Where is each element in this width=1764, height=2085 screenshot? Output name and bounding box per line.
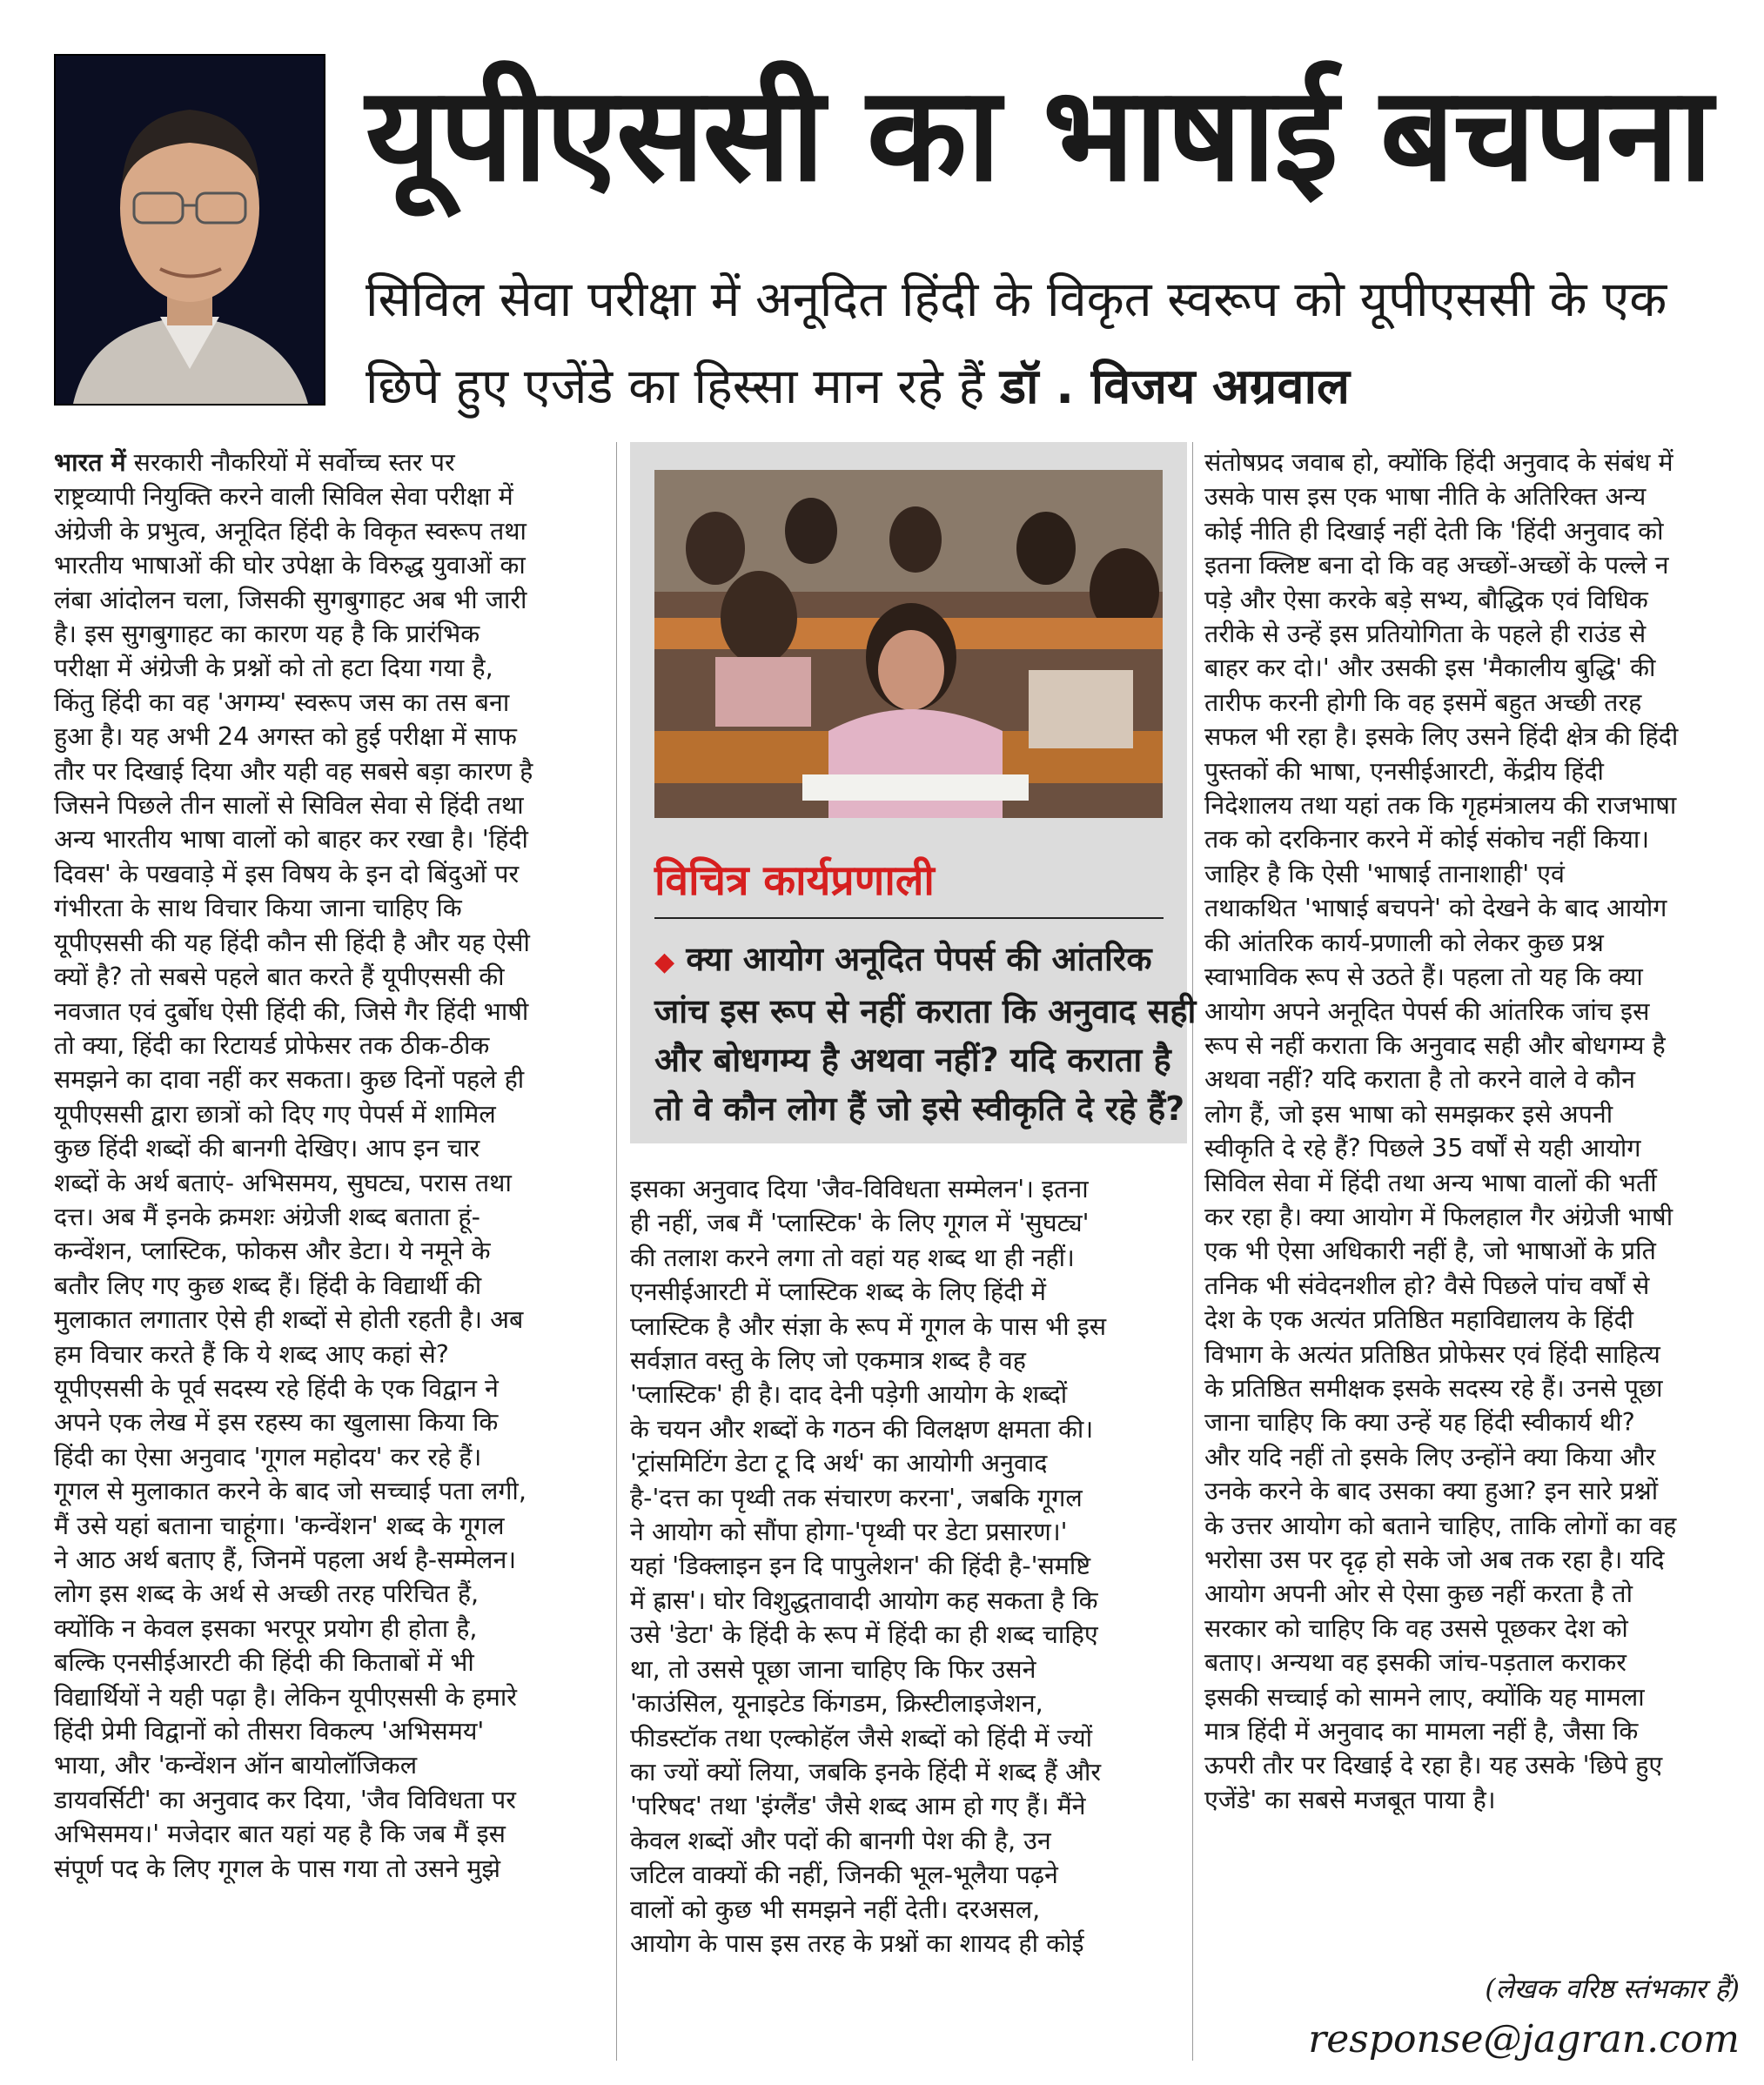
exam-hall-illustration — [654, 470, 1163, 818]
text-line: उसके पास इस एक भाषा नीति के अतिरिक्त अन्य — [1204, 481, 1647, 512]
text-line: का ज्यों क्यों लिया, जबकि इनके हिंदी में शब्द हैं और — [630, 1756, 1102, 1787]
text-line: 'ट्रांसमिटिंग डेटा टू दि अर्थ' का आयोगी अनुवाद — [630, 1448, 1048, 1478]
text-line: इसकी सच्चाई को सामने लाए, क्योंकि यह मामला — [1204, 1681, 1645, 1712]
sidebar-text — [654, 935, 1197, 1133]
text-line: आयोग अपनी ओर से ऐसा कुछ नहीं करता है तो — [1204, 1579, 1633, 1609]
text-line: तो क्या, हिंदी का रिटायर्ड प्रोफेसर तक ठीक-ठीक — [54, 1029, 490, 1060]
text-line: एक भी ऐसा अधिकारी नहीं है, जो भाषाओं के प्रति — [1204, 1236, 1656, 1266]
text-line: प्लास्टिक है और संज्ञा के रूप में गूगल के पास भी इस — [630, 1311, 1107, 1341]
text-line: लोग इस शब्द के अर्थ से अच्छी तरह परिचित हैं, — [54, 1579, 480, 1609]
text-line: लोग हैं, जो इस भाषा को समझकर इसे अपनी — [1204, 1098, 1613, 1129]
sidebar-line-text: और बोधगम्य है अथवा नहीं? यदि कराता है — [654, 1041, 1171, 1079]
text-line: निदेशालय तथा यहां तक कि गृहमंत्रालय की राजभाषा — [1204, 790, 1677, 821]
text-line: मैं उसे यहां बताना चाहूंगा। 'कन्वेंशन' शब्द के गूगल — [54, 1510, 505, 1540]
text-line: दत्त। अब मैं इनके क्रमशः अंग्रेजी शब्द बताता हूं- — [54, 1201, 480, 1231]
text-line: है-'दत्त का पृथ्वी तक संचारण करना', जबकि गूगल — [630, 1482, 1083, 1512]
text-line: बल्कि एनसीईआरटी की हिंदी की किताबों में भी — [54, 1647, 474, 1678]
text-line: 'प्लास्टिक' ही है। दाद देनी पड़ेगी आयोग के शब्दों — [630, 1379, 1068, 1410]
text-line: फीडस्टॉक तथा एल्कोहॅल जैसे शब्दों को हिंदी में ज्यों — [630, 1722, 1093, 1753]
text-line: केवल शब्दों और पदों की बानगी पेश की है, उन — [630, 1825, 1051, 1855]
text-line: की तलाश करने लगा तो वहां यह शब्द था ही नहीं। — [630, 1242, 1075, 1272]
text-line: उसे 'डेटा' के हिंदी के रूप में हिंदी का ही शब्द चाहिए — [630, 1619, 1098, 1650]
text-line: इतना क्लिष्ट बना दो कि वह अच्छों-अच्छों के पल्ले न — [1204, 550, 1669, 580]
text-line: कुछ हिंदी शब्दों की बानगी देखिए। आप इन चार — [54, 1133, 480, 1163]
text-line: गंभीरता के साथ विचार किया जाना चाहिए कि — [54, 893, 462, 923]
text-line: जिसने पिछले तीन सालों से सिविल सेवा से हिंदी तथा — [54, 790, 524, 821]
text-line: किंतु हिंदी का वह 'अगम्य' स्वरूप जस का तस बना — [54, 687, 510, 717]
text-line: हिंदी प्रेमी विद्वानों को तीसरा विकल्प 'अभिसमय' — [54, 1716, 485, 1746]
text-line: यूपीएससी की यह हिंदी कौन सी हिंदी है और यह ऐसी — [54, 927, 530, 957]
text-line: आयोग के पास इस तरह के प्रश्नों का शायद ही कोई — [630, 1927, 1084, 1958]
standfirst — [366, 257, 1741, 431]
text-line: दिवस' के पखवाड़े में इस विषय के इन दो बिंदुओं पर — [54, 858, 520, 888]
sidebar-divider — [654, 917, 1164, 919]
text-line: समझने का दावा नहीं कर सकता। कुछ दिनों पहले ही — [54, 1064, 525, 1095]
article-column-1 — [54, 446, 602, 1886]
article-column-3 — [1204, 446, 1753, 1817]
diamond-bullet-icon: ◆ — [654, 947, 675, 977]
text-line: सिविल सेवा में हिंदी तथा अन्य भाषा वालों की भर्ती — [1204, 1167, 1657, 1197]
column-separator — [616, 442, 617, 2061]
text-line: लंबा आंदोलन चला, जिसकी सुगबुगाहट अब भी जारी — [54, 584, 527, 614]
text-line: और यदि नहीं तो इसके लिए उन्होंने क्या किया और — [1204, 1441, 1656, 1472]
text-line: विभाग के अत्यंत प्रतिष्ठित प्रोफेसर एवं हिंदी साहित्य — [1204, 1338, 1660, 1369]
text-line: बताए। अन्यथा वह इसकी जांच-पड़ताल कराकर — [1204, 1647, 1627, 1678]
text-fragment: सरकारी नौकरियों में सर्वोच्च स्तर पर — [125, 447, 455, 477]
text-line: सरकार को चाहिए कि वह उससे पूछकर देश को — [1204, 1612, 1628, 1643]
text-line: तरीके से उन्हें इस प्रतियोगिता के पहले ही राउंड से — [1204, 619, 1647, 649]
exam-hall-photo — [654, 470, 1163, 818]
text-line: जाना चाहिए कि क्या उन्हें यह हिंदी स्वीकार्य थी? — [1204, 1407, 1635, 1438]
text-line: संपूर्ण पद के लिए गूगल के पास गया तो उसने मुझे — [54, 1853, 501, 1883]
text-line: स्वाभाविक रूप से उठते हैं। पहला तो यह कि क्या — [1204, 962, 1643, 992]
text-line: रूप से नहीं कराता कि अनुवाद सही और बोधगम्य है — [1204, 1029, 1666, 1060]
text-line: इसका अनुवाद दिया 'जैव-विविधता सम्मेलन'। इतना — [630, 1174, 1089, 1203]
text-line: कर रहा है। क्या आयोग में फिलहाल गैर अंग्रेजी भाषी — [1204, 1201, 1673, 1231]
text-line: था, तो उससे पूछा जाना चाहिए कि फिर उसने — [630, 1653, 1036, 1684]
text-line: पुस्तकों की भाषा, एनसीईआरटी, केंद्रीय हिंदी — [1204, 755, 1604, 786]
sidebar-heading: विचित्र कार्यप्रणाली — [654, 856, 935, 905]
text-line: यहां 'डिक्लाइन इन दि पापुलेशन' की हिंदी है-'समष्टि — [630, 1551, 1091, 1581]
text-line: अभिसमय।' मजेदार बात यहां यह है कि जब मैं इस — [54, 1819, 506, 1849]
text-line: कन्वेंशन, प्लास्टिक, फोकस और डेटा। ये नमूने के — [54, 1236, 491, 1266]
text-line: डायवर्सिटी' का अनुवाद कर दिया, 'जैव विविधता पर — [54, 1784, 516, 1814]
text-line: विद्यार्थियों ने यही पढ़ा है। लेकिन यूपीएससी के हमारे — [54, 1681, 517, 1712]
author-photo — [54, 54, 325, 406]
sidebar-line-text: तो वे कौन लोग हैं जो इसे स्वीकृति दे रहे हैं? — [654, 1089, 1185, 1128]
text-line: मुलाकात लगातार ऐसे ही शब्दों से होती रहती है। अब — [54, 1304, 524, 1335]
sidebar-line — [654, 987, 1197, 1036]
text-line: के चयन और शब्दों के गठन की विलक्षण क्षमता की। — [630, 1413, 1094, 1444]
article-column-2 — [630, 1172, 1177, 1961]
text-line: तारीफ करनी होगी कि वह इसमें बहुत अच्छी तरह — [1204, 687, 1642, 717]
text-line: बतौर लिए गए कुछ शब्द हैं। हिंदी के विद्यार्थी की — [54, 1270, 482, 1300]
text-line: राष्ट्रव्यापी नियुक्ति करने वाली सिविल सेवा परीक्षा में — [54, 481, 513, 512]
text-line: तथाकथित 'भाषाई बचपने' को देखने के बाद आयोग — [1204, 893, 1667, 923]
sidebar-line-text: क्या आयोग अनूदित पेपर्स की आंतरिक — [686, 940, 1152, 978]
text-line: भारतीय भाषाओं की घोर उपेक्षा के विरुद्ध युवाओं का — [54, 550, 526, 580]
text-line — [54, 446, 602, 479]
text-line: नवजात एवं दुर्बोध ऐसी हिंदी की, जिसे गैर हिंदी भाषी — [54, 996, 529, 1026]
text-line: वालों को कुछ भी समझने नहीं देती। दरअसल, — [630, 1894, 1041, 1924]
response-email: response@jagran.com — [1308, 2017, 1740, 2062]
text-line: तौर पर दिखाई दिया और यही वह सबसे बड़ा कारण है — [54, 755, 533, 786]
text-line: अपने एक लेख में इस रहस्य का खुलासा किया कि — [54, 1407, 499, 1438]
text-line: गूगल से मुलाकात करने के बाद जो सच्चाई पता लगी, — [54, 1476, 527, 1506]
sidebar-line — [654, 1036, 1177, 1084]
author-byline: डॉ . विजय अग्रवाल — [1000, 359, 1350, 415]
text-line: यूपीएससी द्वारा छात्रों को दिए गए पेपर्स में शामिल — [54, 1098, 496, 1129]
text-line: भाया, और 'कन्वेंशन ऑन बायोलॉजिकल — [54, 1750, 418, 1780]
sidebar-box — [630, 442, 1197, 1143]
text-line: बाहर कर दो।' और उसकी इस 'मैकालीय बुद्धि' की — [1204, 653, 1656, 683]
text-line: एनसीईआरटी में प्लास्टिक शब्द के लिए हिंदी में — [630, 1277, 1046, 1307]
text-line: एजेंडे' का सबसे मजबूत पाया है। — [1204, 1784, 1496, 1814]
text-line: कोई नीति ही दिखाई नहीं देती कि 'हिंदी अनुवाद को — [1204, 515, 1664, 546]
text-line: 'काउंसिल, यूनाइटेड किंगडम, क्रिस्टीलाइजेशन, — [630, 1688, 1043, 1719]
sidebar-line-text: जांच इस रूप से नहीं कराता कि अनुवाद सही — [654, 992, 1197, 1030]
lead-in: भारत में — [54, 447, 126, 477]
author-portrait-illustration — [56, 56, 324, 404]
text-line: सफल भी रहा है। इसके लिए उसने हिंदी क्षेत्र की हिंदी — [1204, 721, 1679, 752]
text-line: मात्र हिंदी में अनुवाद का मामला नहीं है, जैसा कि — [1204, 1716, 1639, 1746]
text-line: हुआ है। यह अभी 24 अगस्त को हुई परीक्षा में साफ — [54, 721, 517, 752]
sidebar-line — [654, 1084, 1185, 1133]
text-line: तनिक भी संवेदनशील हो? वैसे पिछले पांच वर्षों से — [1204, 1270, 1650, 1300]
text-line: अन्य भारतीय भाषा वालों को बाहर कर रखा है। 'हिंदी — [54, 824, 528, 855]
text-line: सर्वज्ञात वस्तु के लिए जो एकमात्र शब्द है वह — [630, 1345, 1026, 1376]
text-line: की आंतरिक कार्य-प्रणाली को लेकर कुछ प्रश्न — [1204, 927, 1604, 957]
text-line: अंग्रेजी के प्रभुत्व, अनूदित हिंदी के विकृत स्वरूप तथा — [54, 515, 527, 546]
text-line: आयोग अपने अनूदित पेपर्स की आंतरिक जांच इस — [1204, 996, 1650, 1026]
sidebar-line — [654, 935, 1177, 987]
text-line: हम विचार करते हैं कि ये शब्द आए कहां से? — [54, 1338, 449, 1369]
text-line: स्वीकृति दे रहे हैं? पिछले 35 वर्षों से यही आयोग — [1204, 1133, 1641, 1163]
text-line: अथवा नहीं? यदि कराता है तो करने वाले वे कौन — [1204, 1064, 1636, 1095]
text-line: पड़े और ऐसा करके बड़े सभ्य, बौद्धिक एवं विधिक — [1204, 584, 1648, 614]
text-line: परीक्षा में अंग्रेजी के प्रश्नों को तो हटा दिया गया है, — [54, 653, 493, 683]
text-line: संतोषप्रद जवाब हो, क्योंकि हिंदी अनुवाद के संबंध में — [1204, 447, 1673, 477]
text-line: उनके करने के बाद उसका क्या हुआ? इन सारे प्रश्नों — [1204, 1476, 1659, 1506]
standfirst-line-2: छिपे हुए एजेंडे का हिस्सा मान रहे हैं डॉ . विजय अग्रवाल — [366, 359, 1350, 415]
text-line: क्योंकि न केवल इसका भरपूर प्रयोग ही होता है, — [54, 1612, 478, 1643]
text-line: 'परिषद' तथा 'इंग्लैंड' जैसे शब्द आम हो गए हैं। मैंने — [630, 1791, 1086, 1821]
text-line: के उत्तर आयोग को बताने चाहिए, ताकि लोगों का वह — [1204, 1510, 1677, 1540]
text-line: हिंदी का ऐसा अनुवाद 'गूगल महोदय' कर रहे हैं। — [54, 1441, 482, 1472]
text-line: जटिल वाक्यों की नहीं, जिनकी भूल-भूलैया पढ़ने — [630, 1860, 1058, 1890]
text-line: ही नहीं, जब मैं 'प्लास्टिक' के लिए गूगल में 'सुघट्य' — [630, 1208, 1090, 1238]
column-separator — [1192, 442, 1193, 2061]
standfirst-line-1: सिविल सेवा परीक्षा में अनूदित हिंदी के विकृत स्वरूप को यूपीएससी के एक — [366, 272, 1667, 328]
text-line: तक को दरकिनार करने में कोई संकोच नहीं किया। — [1204, 824, 1650, 855]
text-line: ऊपरी तौर पर दिखाई दे रहा है। यह उसके 'छिपे हुए — [1204, 1750, 1663, 1780]
text-line: है। इस सुगबुगाहट का कारण यह है कि प्रारंभिक — [54, 619, 480, 649]
text-line: में ह्रास'। घोर विशुद्धतावादी आयोग कह सकता है कि — [630, 1585, 1098, 1615]
text-line: जाहिर है कि ऐसी 'भाषाई तानाशाही' एवं — [1204, 858, 1565, 888]
text-line: शब्दों के अर्थ बताएं- अभिसमय, सुघट्य, परास तथा — [54, 1167, 512, 1197]
text-line: ने आयोग को सौंपा होगा-'पृथ्वी पर डेटा प्रसारण।' — [630, 1517, 1068, 1547]
author-note: (लेखक वरिष्ठ स्तंभकार हैं) — [1485, 1974, 1740, 2005]
headline: यूपीएससी का भाषाई बचपना — [366, 59, 1712, 211]
text-line: देश के एक अत्यंत प्रतिष्ठित महाविद्यालय के हिंदी — [1204, 1304, 1634, 1335]
text-line: यूपीएससी के पूर्व सदस्य रहे हिंदी के एक विद्वान ने — [54, 1372, 499, 1403]
text-line: के प्रतिष्ठित समीक्षक इसके सदस्य रहे हैं। उनसे पूछा — [1204, 1372, 1663, 1403]
text-line: क्यों है? तो सबसे पहले बात करते हैं यूपीएससी की — [54, 962, 505, 992]
text-line: भरोसा उस पर दृढ़ हो सके जो अब तक रहा है। यदि — [1204, 1545, 1665, 1574]
text-line: ने आठ अर्थ बताए हैं, जिनमें पहला अर्थ है-सम्मेलन। — [54, 1545, 517, 1574]
